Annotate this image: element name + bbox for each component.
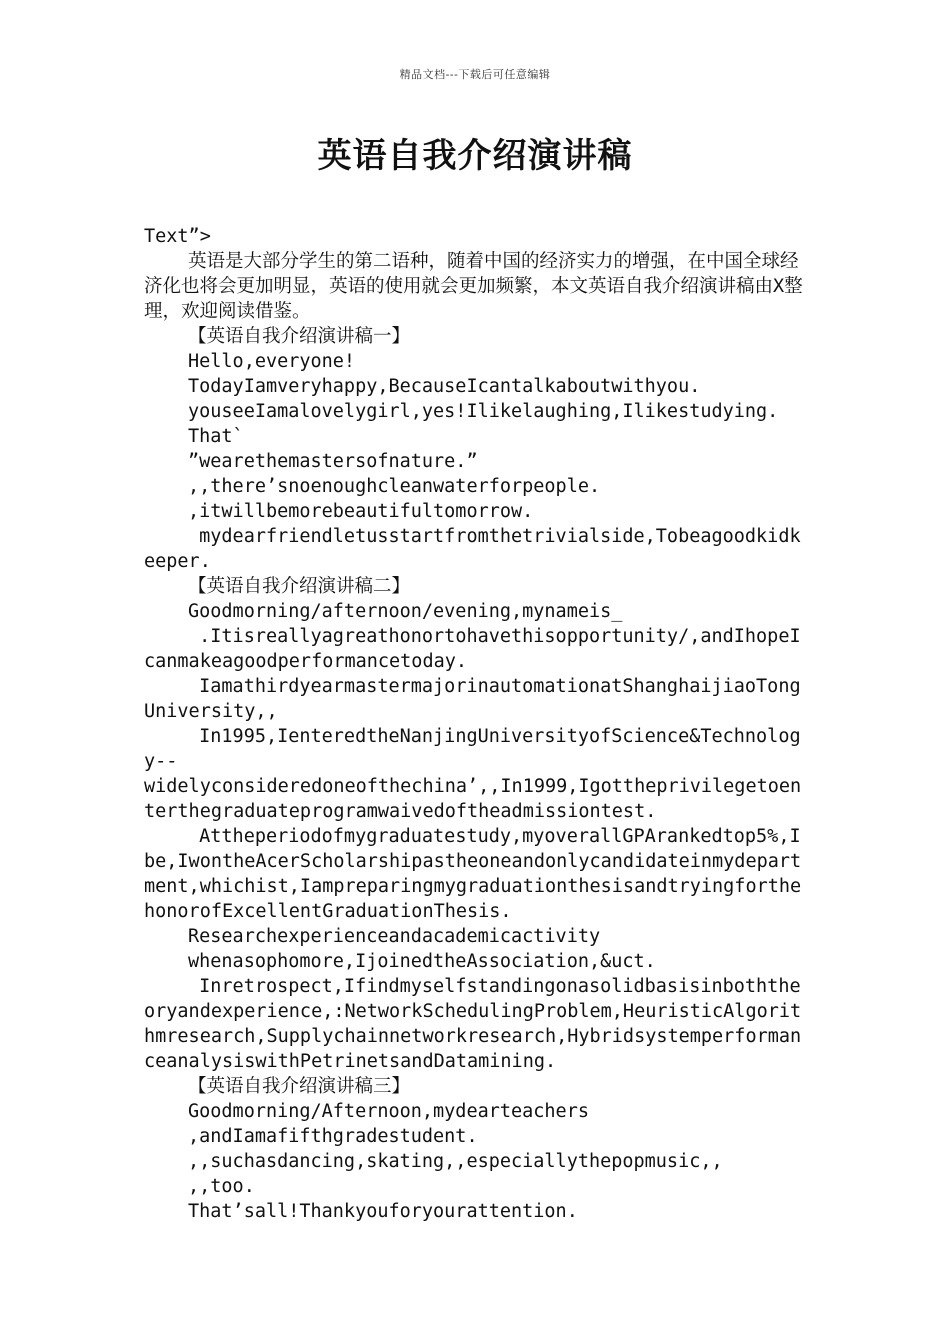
body-paragraph: mydearfriendletusstartfromthetrivialside,Tobeagoodkidkeeper. [144,526,801,572]
page-title: 英语自我介绍演讲稿 [317,136,633,176]
body-paragraph: Hello,everyone! [188,351,356,372]
body-paragraph: ”wearethemastersofnature.” [188,451,478,472]
body-paragraph: .Itisreallyagreathonortohavethisopportunity/,andIhopeIcanmakeagoodperformancetoday. [144,626,801,672]
body-paragraph: That` [188,426,244,447]
body-paragraph: IamathirdyearmastermajorinautomationatShanghaijiaoTongUniversity,, [144,676,801,722]
body-paragraph: ,,there’snoenoughcleanwaterforpeople. [188,476,601,497]
body-paragraph: ,andIamafifthgradestudent. [188,1126,478,1147]
body-paragraph: Goodmorning/afternoon/evening,mynameis_ [188,601,623,622]
page-header-note: 精品文档---下载后可任意编辑 [399,68,551,81]
intro-paragraph: 英语是大部分学生的第二语种，随着中国的经济实力的增强，在中国全球经济化也将会更加明显，英语的使用就会更加频繁，本文英语自我介绍演讲稿由X整理，欢迎阅读借鉴。 [144,251,803,322]
body-paragraph: ,itwillbemorebeautifultomorrow. [188,501,534,522]
body-paragraph: ,,too. [188,1176,255,1197]
body-paragraph: That’sall!Thankyouforyourattention. [188,1201,578,1222]
body-paragraph: whenasophomore,IjoinedtheAssociation,&uct. [188,951,656,972]
body-paragraph: Inretrospect,Ifindmyselfstandingonasolidbasisinboththeoryandexperience,:NetworkSchedulingProblem,HeuristicAlgorithmresearch,Supplychainnetworkresearch,HybridsystemperformanceanalysiswithPetrinetsandDatamining. [144,976,802,1072]
document-body [144,224,806,1224]
body-paragraph: TodayIamveryhappy,BecauseIcantalkaboutwithyou. [188,376,701,397]
section-heading-1: 【英语自我介绍演讲稿一】 [188,326,411,347]
section-heading-3: 【英语自我介绍演讲稿三】 [188,1076,411,1097]
body-paragraph: ,,suchasdancing,skating,,especiallythepopmusic,, [188,1151,723,1172]
body-paragraph: Researchexperienceandacademicactivity [188,926,601,947]
body-paragraph: Text”> [144,226,211,247]
body-paragraph: youseeIamalovelygirl,yes!Ilikelaughing,Ilikestudying. [188,401,779,422]
body-paragraph: In1995,IenteredtheNanjingUniversityofScience&Technology-- [144,726,801,772]
body-paragraph: Goodmorning/Afternoon,mydearteachers [188,1101,589,1122]
body-paragraph: widelyconsideredoneofthechina’,,In1999,Igottheprivilegetoenterthegraduateprogramwaivedoftheadmissiontest. [144,776,802,822]
body-paragraph: Attheperiodofmygraduatestudy,myoverallGPArankedtop5%,Ibe,IwontheAcerScholarshipastheoneandonlycandidateinmydepartment,whichist,IampreparingmygraduationthesisandtryingforthehonorofExcellentGraduationThesis. [144,826,802,922]
section-heading-2: 【英语自我介绍演讲稿二】 [188,576,411,597]
